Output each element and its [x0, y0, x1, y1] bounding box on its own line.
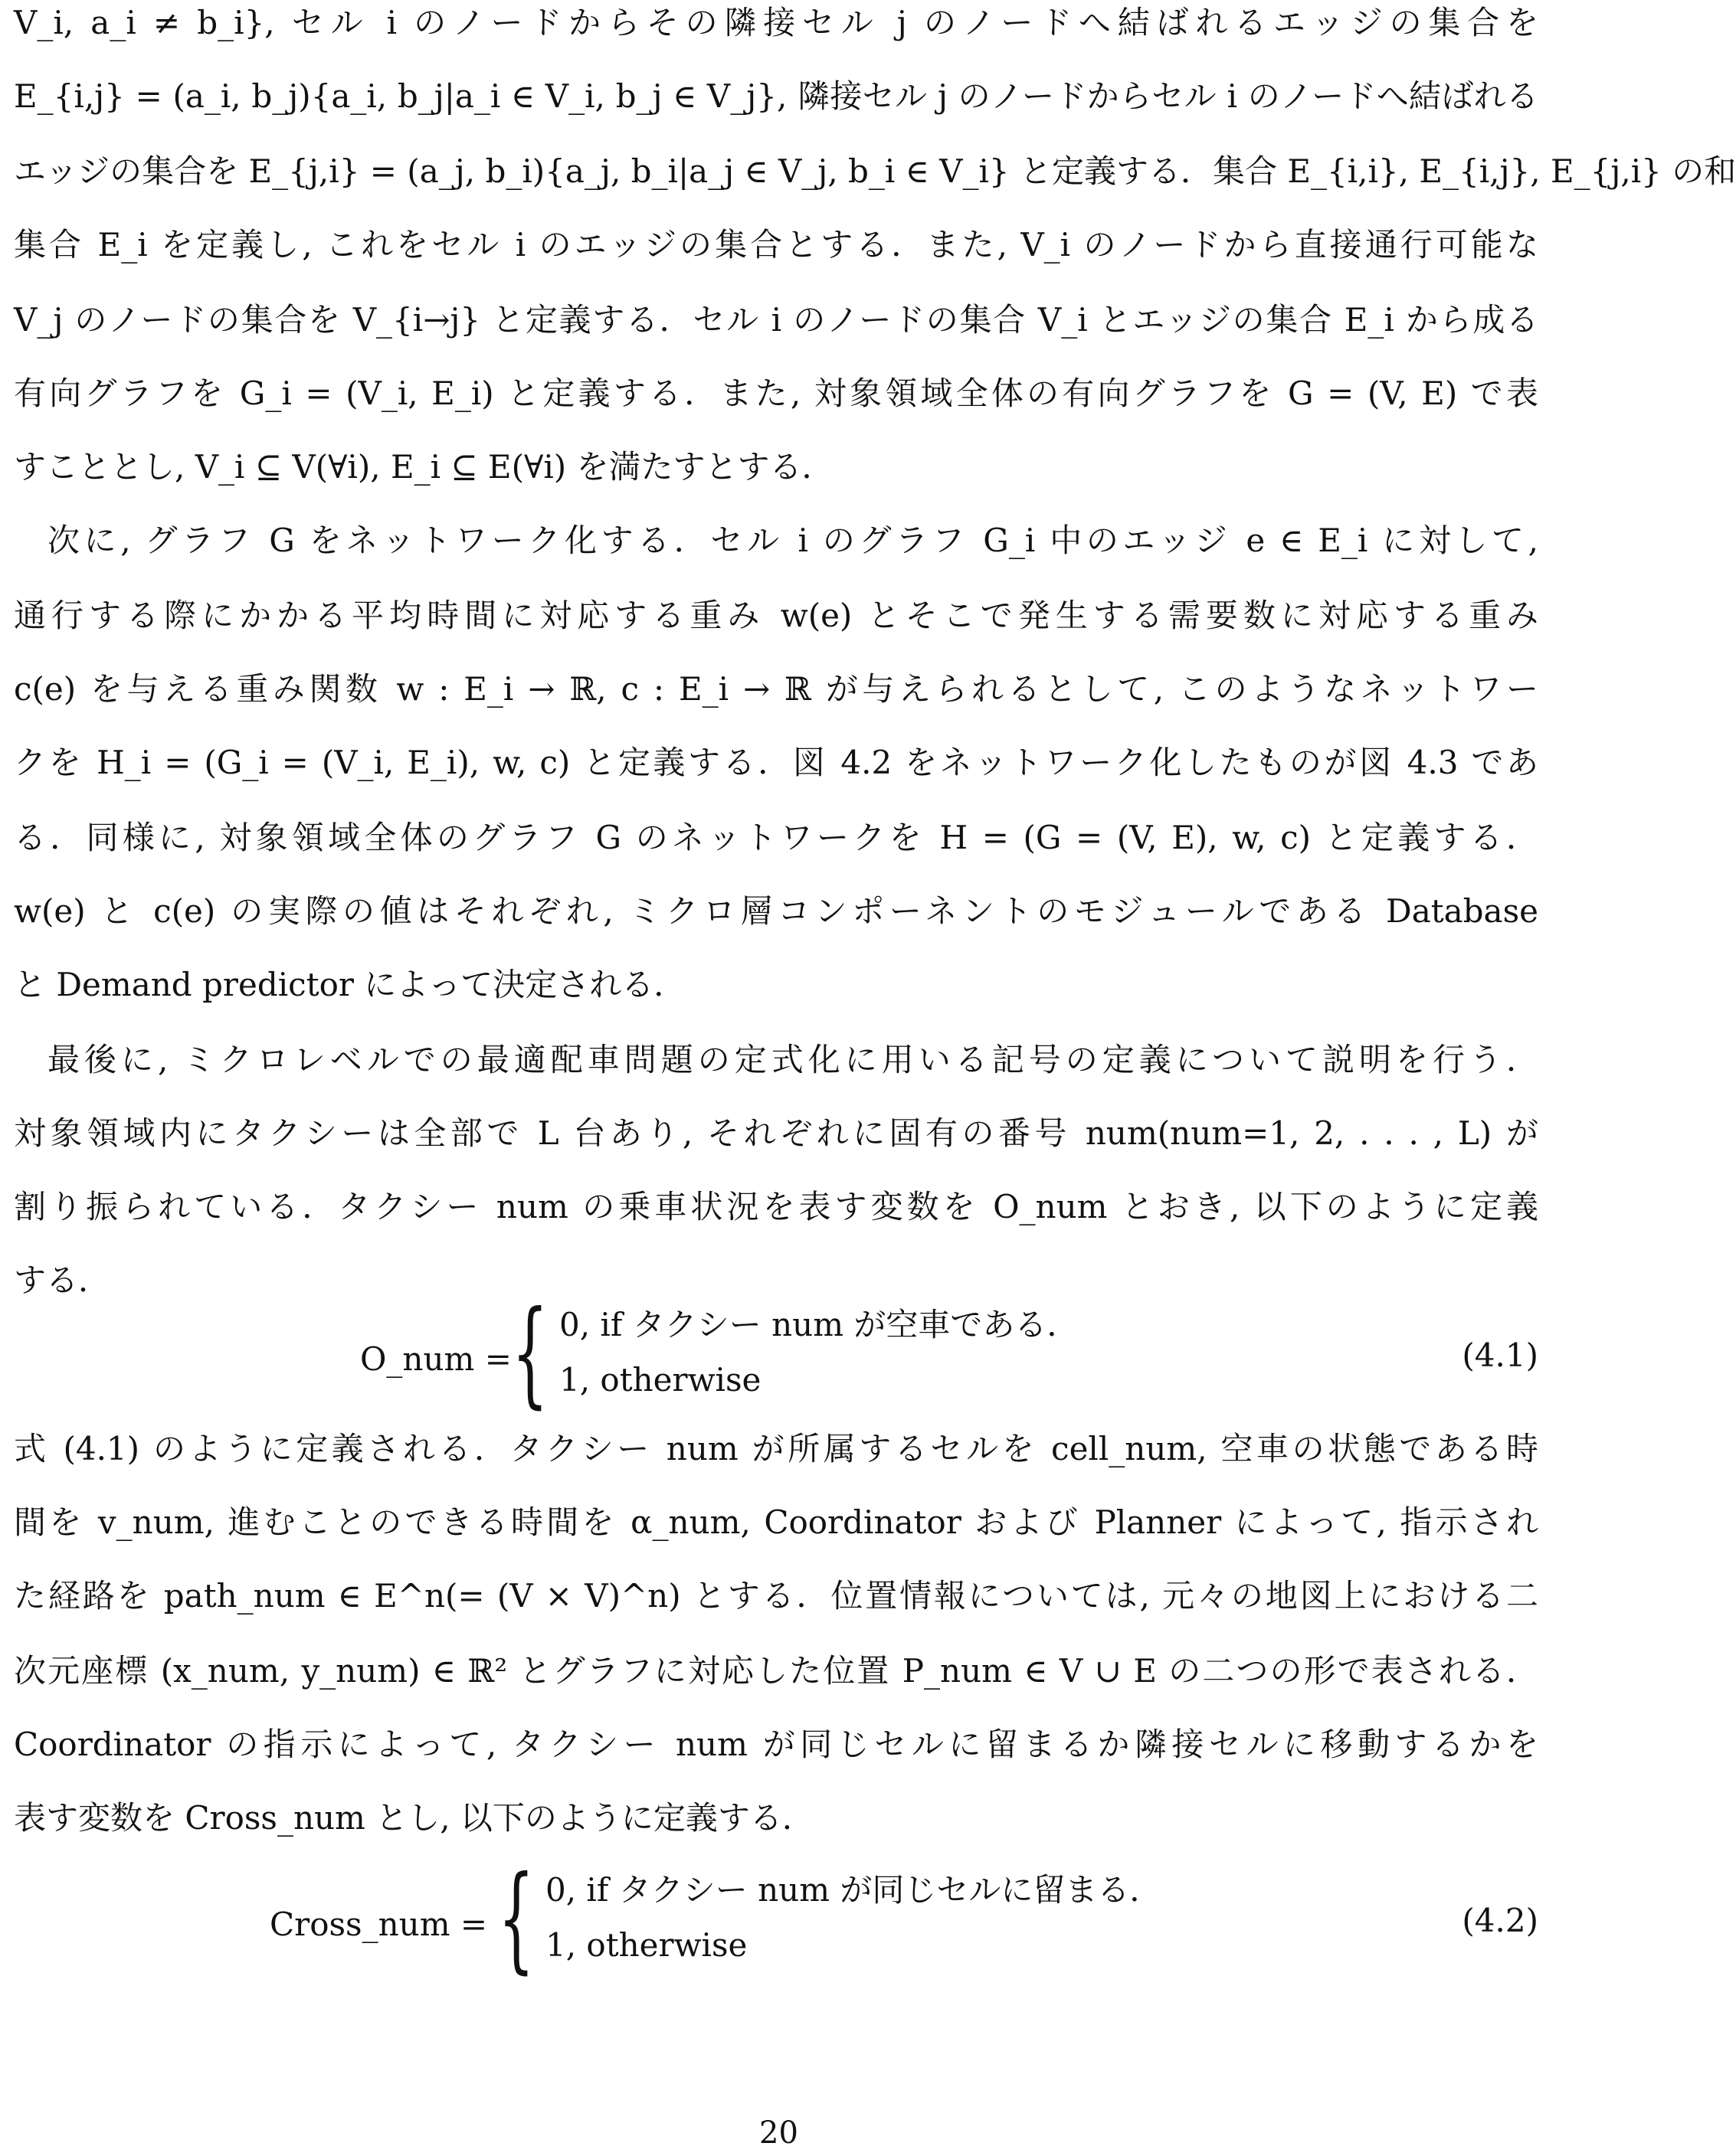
text-line: と Demand predictor によって決定される．: [14, 966, 686, 1003]
equation-4-2: [0, 1852, 1557, 1985]
text-line: 通行する際にかかる平均時間に対応する重み w(e) とそこで発生する需要数に対応する重み: [14, 597, 1538, 634]
text-line: 有向グラフを G_i = (V_i, E_i) と定義する．また, 対象領域全体の有向グラフを G = (V, E) で表: [14, 375, 1538, 412]
equation-number: (4.1): [1462, 1336, 1538, 1374]
text-line: w(e) と c(e) の実際の値はそれぞれ, ミクロ層コンポーネントのモジュールである Database: [14, 892, 1538, 930]
text-line: た経路を path_num ∈ E^n(= (V × V)^n) とする．位置情報については, 元々の地図上における二: [14, 1577, 1538, 1615]
text-line: E_{i,j} = (a_i, b_j){a_i, b_j|a_i ∈ V_i, b_j ∈ V_j}, 隣接セル j のノードからセル i のノードへ結ばれる: [14, 77, 1538, 115]
left-brace: {: [512, 1287, 549, 1420]
equation-case-0: 0, if タクシー num が空車である．: [559, 1306, 1079, 1343]
text-line: 次に, グラフ G をネットワーク化する．セル i のグラフ G_i 中のエッジ e ∈ E_i に対して,: [47, 522, 1538, 559]
left-brace: {: [498, 1852, 535, 1985]
equation-case-0: 0, if タクシー num が同じセルに留まる．: [545, 1871, 1162, 1909]
equation-number: (4.2): [1462, 1902, 1538, 1939]
text-line: 次元座標 (x_num, y_num) ∈ ℝ² とグラフに対応した位置 P_num ∈ V ∪ E の二つの形で表される．: [14, 1652, 1538, 1690]
text-line: 割り振られている．タクシー num の乗車状況を表す変数を O_num とおき, 以下のように定義: [14, 1188, 1538, 1225]
text-line: 間を v_num, 進むことのできる時間を α_num, Coordinator および Planner によって, 指示され: [14, 1503, 1538, 1541]
text-line: c(e) を与える重み関数 w : E_i → ℝ, c : E_i → ℝ が与えられるとして, このようなネットワー: [14, 670, 1538, 708]
equation-case-1: 1, otherwise: [559, 1361, 762, 1399]
text-line: クを H_i = (G_i = (V_i, E_i), w, c) と定義する．図 4.2 をネットワーク化したものが図 4.3 であ: [14, 744, 1538, 781]
text-line: 対象領域内にタクシーは全部で L 台あり, それぞれに固有の番号 num(num=1, 2, . . . , L) が: [14, 1114, 1538, 1152]
text-line: 式 (4.1) のように定義される．タクシー num が所属するセルを cell_num, 空車の状態である時: [14, 1430, 1538, 1467]
text-line: 最後に, ミクロレベルでの最適配車問題の定式化に用いる記号の定義について説明を行う．: [47, 1041, 1538, 1078]
text-line: すこととし, V_i ⊆ V(∀i), E_i ⊆ E(∀i) を満たすとする．: [14, 448, 834, 486]
equation-case-1: 1, otherwise: [545, 1926, 748, 1964]
text-line: V_i, a_i ≠ b_i}, セル i のノードからその隣接セル j のノードへ結ばれるエッジの集合を: [14, 4, 1538, 41]
page-number: 20: [759, 2115, 798, 2151]
equation-lhs: O_num =: [360, 1340, 512, 1378]
text-line: V_j のノードの集合を V_{i→j} と定義する．セル i のノードの集合 V_i とエッジの集合 E_i から成る: [14, 301, 1538, 339]
text-line: エッジの集合を E_{j,i} = (a_j, b_i){a_j, b_i|a_j ∈ V_j, b_i ∈ V_i} と定義する．集合 E_{i,i}, E_{i,j}, E_{j,i} の和: [14, 152, 1736, 190]
text-line: Coordinator の指示によって, タクシー num が同じセルに留まるか隣接セルに移動するかを: [14, 1726, 1538, 1763]
text-line: る．同様に, 対象領域全体のグラフ G のネットワークを H = (G = (V, E), w, c) と定義する．: [14, 819, 1538, 856]
equation-4-1: [0, 1287, 1557, 1420]
text-line: する．: [14, 1261, 111, 1299]
text-line: 集合 E_i を定義し, これをセル i のエッジの集合とする．また, V_i のノードから直接通行可能な: [14, 226, 1538, 263]
text-line: 表す変数を Cross_num とし, 以下のように定義する．: [14, 1799, 814, 1837]
equation-lhs: Cross_num =: [270, 1906, 488, 1943]
